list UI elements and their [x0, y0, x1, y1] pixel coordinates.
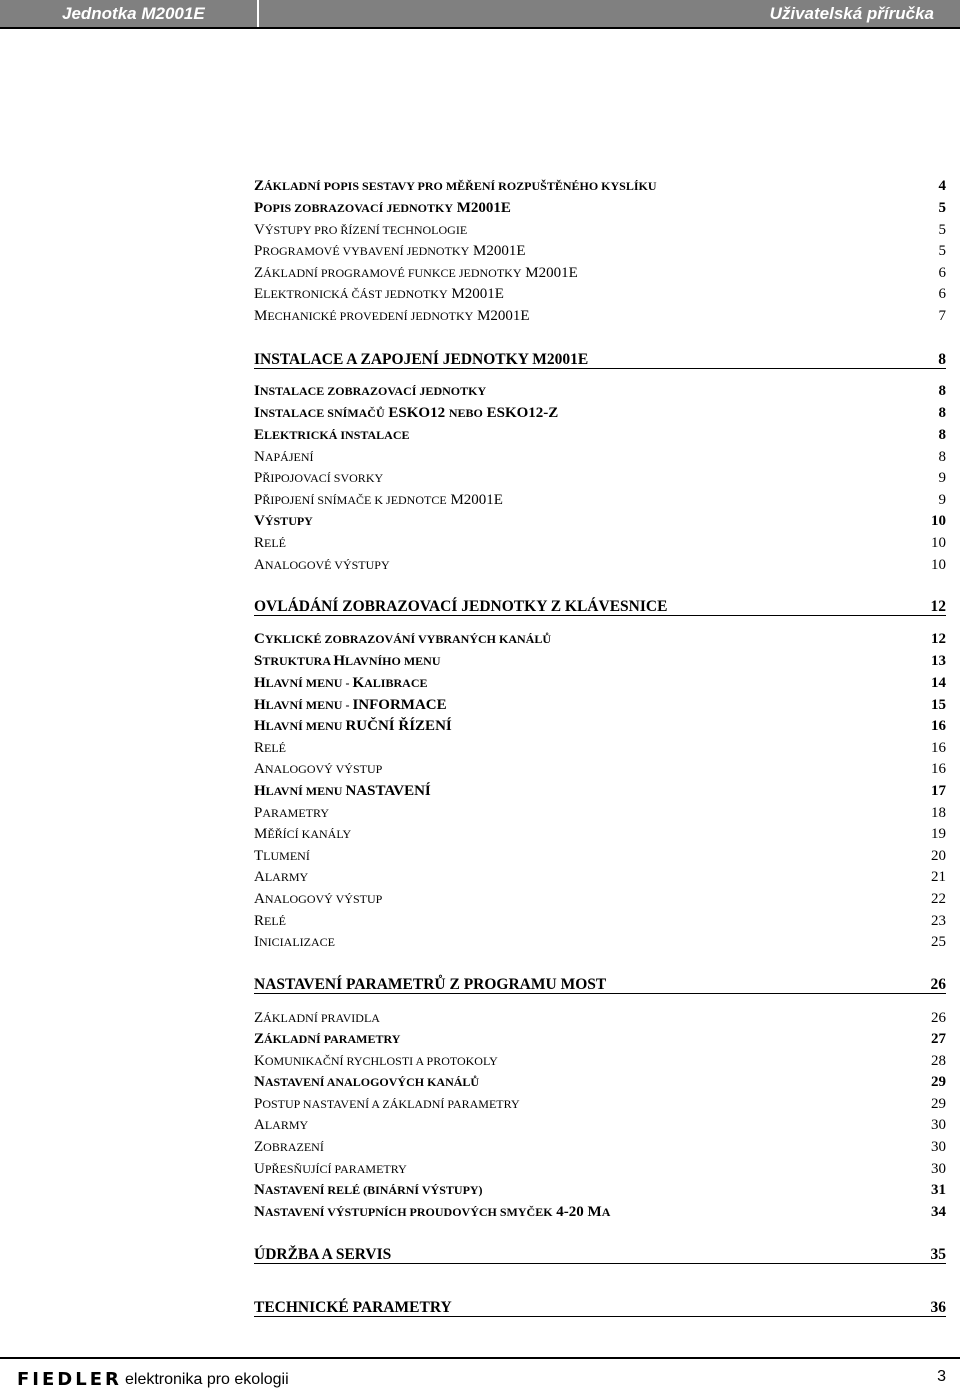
toc-entry-title [254, 1031, 400, 1048]
toc-entry-text-cap: A [254, 1117, 265, 1133]
toc-page-number: 6 [938, 286, 946, 302]
toc-entry-text-cap: M [254, 826, 268, 842]
toc-entry-title [254, 697, 447, 714]
toc-entry-text-sc: ELÉ [264, 536, 287, 550]
toc-entry-text-cap: N [254, 1074, 265, 1090]
toc-entry-text-cap: N [254, 1182, 265, 1198]
toc-page-number: 5 [938, 200, 946, 216]
toc-entry-text-cap: A [254, 761, 265, 777]
toc-entry-text-cap: Z [254, 265, 264, 281]
toc-chapter-title: TECHNICKÉ PARAMETRY [254, 1299, 452, 1316]
toc-entry-text-sc: ÁKLADNÍ POPIS SESTAVY PRO MĚŘENÍ ROZPUŠTĚNÉHO KYSLÍKU [264, 179, 657, 193]
toc-entry[interactable] [254, 805, 946, 822]
toc-chapter-title: NASTAVENÍ PARAMETRŮ Z PROGRAMU MOST [254, 976, 607, 993]
page-header [0, 0, 960, 28]
toc-page-number: 8 [938, 383, 946, 399]
toc-entry-text-sc: LAVNÍ MENU - [265, 676, 353, 690]
toc-entry-text-cap2: H [333, 653, 346, 669]
toc-entry[interactable] [254, 891, 946, 908]
toc-entry-title [254, 1096, 520, 1113]
toc-entry-title [254, 405, 558, 422]
toc-entry-text-sc: LEKTRICKÁ INSTALACE [264, 428, 410, 442]
toc-entry[interactable] [254, 535, 946, 552]
toc-entry-text-cap: N [254, 449, 265, 465]
header-left-title: Jednotka M2001E [0, 0, 257, 27]
toc-entry-text-rest: INFORMACE [352, 697, 447, 713]
toc-entry[interactable] [254, 1182, 946, 1199]
toc-entry-text-sc: LARMY [264, 1118, 309, 1132]
toc-entry[interactable] [254, 470, 946, 487]
toc-entry-title [254, 449, 314, 466]
toc-entry-text-cap: I [254, 405, 260, 421]
toc-chapter-title: OVLÁDÁNÍ ZOBRAZOVACÍ JEDNOTKY Z KLÁVESNICE [254, 598, 668, 615]
toc-entry-title [254, 1182, 483, 1199]
toc-entry-text-rest: M2001E [473, 308, 530, 324]
toc-page-number: 26 [930, 976, 946, 993]
toc-entry-text-cap: I [254, 934, 259, 950]
toc-entry-text-cap: P [254, 1096, 263, 1112]
toc-page-number: 29 [931, 1096, 946, 1112]
toc-entry-text-sc: OPIS ZOBRAZOVACÍ JEDNOTKY [263, 201, 453, 215]
toc-entry-title [254, 740, 286, 757]
toc-entry-title [254, 535, 286, 552]
toc-entry-text-sc: PŘESŇUJÍCÍ PARAMETRY [264, 1162, 407, 1176]
toc-chapter[interactable] [254, 1247, 946, 1264]
toc-entry-text-cap: A [254, 869, 265, 885]
toc-entry-text-sc2: A [601, 1205, 611, 1219]
toc-chapter[interactable] [254, 1300, 946, 1317]
toc-page-number: 16 [931, 761, 946, 777]
toc-entry-text-cap: R [254, 913, 265, 929]
toc-entry[interactable] [254, 675, 946, 692]
toc-page-number: 17 [931, 783, 946, 799]
toc-page-number: 13 [931, 653, 946, 669]
toc-page-number: 8 [938, 427, 946, 443]
toc-page-number: 14 [931, 675, 946, 691]
toc-entry[interactable] [254, 718, 946, 735]
toc-entry-text-sc: NICIALIZACE [259, 935, 335, 949]
toc-entry-title [254, 200, 511, 217]
toc-entry-title [254, 1053, 498, 1070]
toc-entry-title [254, 1161, 407, 1178]
toc-entry-text-sc: ÝSTUPY PRO ŘÍZENÍ TECHNOLOGIE [264, 223, 468, 237]
toc-entry-text-sc: NALOGOVÉ VÝSTUPY [264, 558, 390, 572]
toc-entry-text-sc: ASTAVENÍ VÝSTUPNÍCH PROUDOVÝCH SMYČEK [264, 1205, 553, 1219]
header-right-title: Uživatelská příručka [259, 0, 960, 27]
toc-entry-text-rest2: ESKO12-Z [482, 405, 559, 421]
toc-page-number: 5 [938, 222, 946, 238]
toc-entry-title [254, 513, 313, 530]
toc-entry[interactable] [254, 697, 946, 714]
toc-page-number: 22 [931, 891, 946, 907]
toc-entry-text-cap: A [254, 557, 265, 573]
toc-entry-text-rest: M2001E [447, 286, 504, 302]
page-number: 3 [937, 1368, 946, 1385]
toc-entry-text-sc: LAVNÍ MENU - [265, 698, 353, 712]
toc-entry[interactable] [254, 492, 946, 509]
toc-page-number: 4 [938, 178, 946, 194]
toc-entry-text-sc: ÁKLADNÍ PROGRAMOVÉ FUNKCE JEDNOTKY [263, 266, 522, 280]
toc-entry[interactable] [254, 1096, 946, 1113]
toc-entry[interactable] [254, 934, 946, 951]
toc-entry[interactable] [254, 557, 946, 574]
toc-entry-title [254, 1204, 610, 1221]
toc-page-number: 9 [938, 470, 946, 486]
toc-page-number: 7 [938, 308, 946, 324]
toc-page-number: 8 [938, 405, 946, 421]
toc-entry[interactable] [254, 383, 946, 400]
toc-entry-text-cap: A [254, 891, 265, 907]
toc-entry-title [254, 265, 578, 282]
toc-entry-title [254, 675, 428, 692]
toc-entry-title [254, 557, 390, 574]
toc-entry-text-cap: T [254, 848, 264, 864]
toc-entry-title [254, 470, 383, 487]
toc-page-number: 27 [931, 1031, 946, 1047]
toc-entry-text-rest: RUČNÍ ŘÍZENÍ [345, 718, 452, 734]
toc-entry-text-sc: LEKTRONICKÁ ČÁST JEDNOTKY [263, 287, 448, 301]
toc-page-number: 21 [931, 869, 946, 885]
toc-entry-title [254, 913, 286, 930]
toc-entry[interactable] [254, 826, 946, 843]
toc-entry-text-sc: ECHANICKÉ PROVEDENÍ JEDNOTKY [267, 309, 474, 323]
toc-entry-text-cap: V [254, 222, 265, 238]
toc-entry-title [254, 1010, 380, 1027]
toc-page-number: 8 [938, 351, 946, 368]
toc-entry[interactable] [254, 913, 946, 930]
toc-entry[interactable] [254, 653, 946, 670]
toc-entry-title [254, 222, 467, 239]
toc-entry[interactable] [254, 848, 946, 865]
toc-entry[interactable] [254, 1031, 946, 1048]
toc-entry-title [254, 783, 431, 800]
toc-entry-title [254, 1074, 479, 1091]
toc-entry-text-cap: P [254, 243, 263, 259]
toc-page-number: 25 [931, 934, 946, 950]
toc-entry[interactable] [254, 243, 946, 260]
toc-entry-text-sc: LARMY [264, 870, 309, 884]
toc-entry[interactable] [254, 513, 946, 530]
toc-entry-text-rest: NASTAVENÍ [345, 783, 431, 799]
toc-page-number: 8 [938, 449, 946, 465]
toc-entry-text-sc: ŘIPOJOVACÍ SVORKY [262, 471, 384, 485]
toc-entry-text-sc: ELÉ [264, 914, 287, 928]
toc-page-number: 5 [938, 243, 946, 259]
toc-entry-title [254, 427, 410, 444]
toc-entry-title [254, 383, 486, 400]
toc-page-number: 12 [930, 598, 946, 615]
toc-entry[interactable] [254, 740, 946, 757]
toc-entry-text-rest: M2001E [469, 243, 526, 259]
toc-entry-title [254, 286, 504, 303]
toc-entry-text-sc: NALOGOVÝ VÝSTUP [264, 762, 383, 776]
toc-entry-text-sc2: LAVNÍHO MENU [345, 654, 441, 668]
toc-entry[interactable] [254, 1161, 946, 1178]
toc-entry-title [254, 492, 503, 509]
toc-entry[interactable] [254, 265, 946, 282]
toc-chapter[interactable] [254, 977, 946, 994]
toc-page-number: 30 [931, 1139, 946, 1155]
toc-entry-text-cap: K [254, 1053, 265, 1069]
toc-entry-text-sc: APÁJENÍ [264, 450, 314, 464]
toc-entry[interactable] [254, 222, 946, 239]
toc-entry-text-cap: R [254, 535, 265, 551]
toc-entry-text-sc: ÝSTUPY [264, 514, 313, 528]
toc-entry-text-rest: M2001E [446, 492, 503, 508]
toc-entry-text-sc: ĚŘÍCÍ KANÁLY [267, 827, 352, 841]
toc-entry-text-sc: ASTAVENÍ RELÉ (BINÁRNÍ VÝSTUPY) [264, 1183, 483, 1197]
toc-entry[interactable] [254, 1010, 946, 1027]
toc-entry-text-cap: H [254, 675, 266, 691]
toc-page-number: 10 [931, 557, 946, 573]
toc-entry-text-cap: R [254, 740, 265, 756]
toc-entry-text-cap: H [254, 697, 266, 713]
footer-rule [0, 1357, 960, 1359]
toc-entry[interactable] [254, 427, 946, 444]
toc-chapter[interactable] [254, 352, 946, 369]
toc-entry-title [254, 178, 657, 195]
toc-page-number: 31 [931, 1182, 946, 1198]
header-rule [0, 27, 960, 29]
toc-entry-text-cap2: M [587, 1204, 602, 1220]
toc-entry[interactable] [254, 286, 946, 303]
toc-entry-text-cap: P [254, 805, 263, 821]
toc-entry-text-cap: H [254, 718, 266, 734]
toc-entry-text-cap: U [254, 1161, 265, 1177]
toc-entry[interactable] [254, 1204, 946, 1221]
toc-entry-text-sc: ASTAVENÍ ANALOGOVÝCH KANÁLŮ [264, 1075, 480, 1089]
toc-entry-text-sc: YKLICKÉ ZOBRAZOVÁNÍ VYBRANÝCH KANÁLŮ [264, 632, 551, 646]
toc-page-number: 30 [931, 1161, 946, 1177]
toc-entry-text-cap: C [254, 631, 265, 647]
toc-entry-text-sc: NSTALACE ZOBRAZOVACÍ JEDNOTKY [259, 384, 487, 398]
toc-page-number: 10 [931, 535, 946, 551]
toc-entry-text-sc2: ALIBRACE [364, 676, 428, 690]
toc-entry-text-cap: P [254, 200, 264, 216]
toc-entry-text-sc: TRUKTURA [262, 654, 334, 668]
toc-entry-text-cap: N [254, 1204, 265, 1220]
toc-entry[interactable] [254, 200, 946, 217]
toc-entry-text-cap: Z [254, 1031, 265, 1047]
toc-entry-text-sc: NALOGOVÝ VÝSTUP [264, 892, 383, 906]
toc-entry-text-sc2: NEBO [448, 406, 483, 420]
toc-chapter-title: INSTALACE A ZAPOJENÍ JEDNOTKY M2001E [254, 351, 589, 368]
toc-entry-text-sc: NSTALACE SNÍMAČŮ [259, 406, 385, 420]
toc-entry[interactable] [254, 178, 946, 195]
toc-entry-text-cap: Z [254, 1010, 264, 1026]
toc-page-number: 10 [931, 513, 946, 529]
toc-page-number: 6 [938, 265, 946, 281]
toc-page-number: 20 [931, 848, 946, 864]
toc-entry-text-sc: LAVNÍ MENU [265, 719, 346, 733]
toc-page-number: 9 [938, 492, 946, 508]
toc-entry-title [254, 1117, 308, 1134]
toc-page-number: 23 [931, 913, 946, 929]
toc-entry-text-sc: ŘIPOJENÍ SNÍMAČE K JEDNOTCE [262, 493, 447, 507]
toc-entry-title [254, 891, 382, 908]
toc-page-number: 12 [931, 631, 946, 647]
toc-entry-text-cap: V [254, 513, 265, 529]
toc-entry-text-rest: M2001E [453, 200, 511, 216]
toc-page-number: 26 [931, 1010, 946, 1026]
toc-entry-title [254, 869, 308, 886]
toc-entry-text-cap: E [254, 427, 265, 443]
toc-entry-text-sc: LAVNÍ MENU [265, 784, 346, 798]
toc-entry-text-sc: OMUNIKAČNÍ RYCHLOSTI A PROTOKOLY [264, 1054, 498, 1068]
toc-entry-title [254, 934, 335, 951]
toc-entry[interactable] [254, 631, 946, 648]
toc-entry[interactable] [254, 308, 946, 325]
toc-entry-title [254, 653, 441, 670]
toc-entry-title [254, 718, 452, 735]
toc-entry-text-cap: E [254, 286, 264, 302]
toc-page-number: 30 [931, 1117, 946, 1133]
toc-page-number: 29 [931, 1074, 946, 1090]
toc-entry-text-sc: OBRAZENÍ [263, 1140, 324, 1154]
footer-tagline: elektronika pro ekologii [125, 1371, 289, 1388]
toc-entry[interactable] [254, 761, 946, 778]
toc-entry-text-rest: ESKO12 [384, 405, 449, 421]
toc-entry-text-sc: ELÉ [264, 741, 287, 755]
toc-entry-text-cap: S [254, 653, 263, 669]
toc-entry-text-cap: H [254, 783, 266, 799]
toc-entry-text-sc: ARAMETRY [262, 806, 330, 820]
toc-entry-title [254, 761, 382, 778]
toc-entry-text-cap: I [254, 383, 260, 399]
toc-entry-text-sc: ÁKLADNÍ PRAVIDLA [263, 1011, 380, 1025]
toc-entry-text-sc: ROGRAMOVÉ VYBAVENÍ JEDNOTKY [262, 244, 470, 258]
toc-entry-title [254, 848, 310, 865]
toc-page-number: 16 [931, 718, 946, 734]
toc-chapter-title: ÚDRŽBA A SERVIS [254, 1246, 392, 1263]
toc-page-number: 34 [931, 1204, 946, 1220]
toc-entry-text-rest: 4-20 [552, 1204, 588, 1220]
toc-entry-title [254, 243, 526, 260]
toc-entry-title [254, 308, 530, 325]
toc-entry-title [254, 631, 551, 648]
toc-entry-text-sc: OSTUP NASTAVENÍ A ZÁKLADNÍ PARAMETRY [262, 1097, 520, 1111]
toc-entry-text-cap: M [254, 308, 268, 324]
toc-entry-text-cap: P [254, 470, 263, 486]
toc-entry-text-sc: ÁKLADNÍ PARAMETRY [264, 1032, 401, 1046]
toc-entry[interactable] [254, 405, 946, 422]
toc-entry-text-cap: Z [254, 178, 265, 194]
toc-chapter[interactable] [254, 599, 946, 616]
toc-entry[interactable] [254, 1074, 946, 1091]
toc-entry-text-cap2: K [352, 675, 365, 691]
toc-entry[interactable] [254, 869, 946, 886]
toc-page-number: 35 [930, 1246, 946, 1263]
fiedler-logo: FIEDLER [17, 1369, 122, 1390]
toc-page-number: 15 [931, 697, 946, 713]
toc-entry-title [254, 1139, 324, 1156]
toc-entry[interactable] [254, 783, 946, 800]
toc-page-number: 19 [931, 826, 946, 842]
toc-entry-title [254, 805, 329, 822]
toc-entry-text-cap: P [254, 492, 263, 508]
toc-entry-title [254, 826, 351, 843]
toc-entry-text-sc: LUMENÍ [263, 849, 310, 863]
toc-entry[interactable] [254, 1053, 946, 1070]
toc-entry[interactable] [254, 1139, 946, 1156]
toc-page-number: 16 [931, 740, 946, 756]
toc-entry[interactable] [254, 1117, 946, 1134]
toc-page-number: 36 [930, 1299, 946, 1316]
toc-entry-text-cap: Z [254, 1139, 264, 1155]
toc-page-number: 28 [931, 1053, 946, 1069]
toc-entry[interactable] [254, 449, 946, 466]
toc-entry-text-rest: M2001E [521, 265, 578, 281]
toc-page-number: 18 [931, 805, 946, 821]
